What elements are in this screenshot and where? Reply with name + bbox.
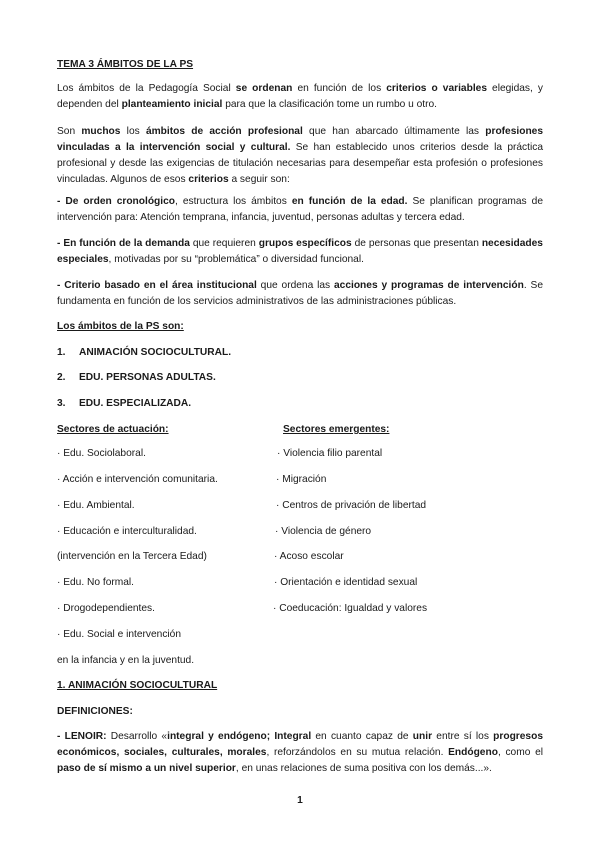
text-run: en función de la edad. xyxy=(291,196,408,207)
sector-actuacion-item: · Edu. Sociolaboral. xyxy=(57,448,146,459)
text-run: necesidades especiales xyxy=(57,238,543,265)
ambito-item xyxy=(57,370,543,386)
text-run: para que la clasificación tome un rumbo u otro. xyxy=(222,99,437,110)
text-run: De orden cronológico xyxy=(65,196,175,207)
sector-actuacion-item: · Acción e intervención comunitaria. xyxy=(57,474,218,485)
text-run: Se han establecido unos criterios desde la práctica profesional y desde las exigencias de titulación necesarias para desempeñar esta profesión o profesiones vinculadas. Algunos de esos xyxy=(57,142,543,185)
sector-actuacion-item: · Drogodependientes. xyxy=(57,603,155,614)
text-run: profesiones vinculadas a la intervención social y cultural. xyxy=(57,126,543,153)
text-run: - xyxy=(57,731,65,742)
text-run: que han abarcado últimamente las xyxy=(302,126,486,137)
text-run: , como el xyxy=(497,747,544,758)
text-run: que ordena las xyxy=(256,280,334,291)
text-run: criterios o variables xyxy=(386,83,487,94)
text-run: Desarrollo « xyxy=(106,731,168,742)
text-run: de personas que presentan xyxy=(351,238,482,249)
sector-emergente-item: · Centros de privación de libertad xyxy=(276,500,427,511)
list-label: ANIMACIÓN SOCIOCULTURAL. xyxy=(79,347,232,358)
text-run: unir xyxy=(412,731,433,742)
text-run: progresos económicos, sociales, culturales, morales xyxy=(57,731,543,758)
text-run: Los ámbitos de la Pedagogía Social xyxy=(57,83,236,94)
page-number: 1 xyxy=(297,795,303,806)
text-run: en cuanto capaz de xyxy=(311,731,413,742)
text-run: - xyxy=(57,238,64,249)
page-title: TEMA 3 ÁMBITOS DE LA PS xyxy=(57,59,194,70)
text-run: se ordenan xyxy=(235,83,293,94)
sectores-actuacion-heading: Sectores de actuación: xyxy=(57,424,169,435)
definiciones-heading: DEFINICIONES: xyxy=(57,706,133,717)
text-run: entre sí los xyxy=(432,731,494,742)
sectores-emergentes-heading: Sectores emergentes: xyxy=(283,424,390,435)
sector-emergente-item: · Migración xyxy=(276,474,327,485)
text-run: integral y endógeno; Integral xyxy=(167,731,312,742)
text-run: - xyxy=(57,196,66,207)
text-run: a seguir son: xyxy=(228,174,290,185)
text-run: criterios xyxy=(188,174,229,185)
ambito-item xyxy=(57,396,543,412)
sector-actuacion-item: · Edu. Ambiental. xyxy=(57,500,135,511)
text-run: , en unas relaciones de suma positiva con los demás...». xyxy=(235,763,492,774)
text-run: . Se fundamenta en función de los servicios administrativos de las administraciones públicas. xyxy=(57,280,543,307)
criterion-institucional xyxy=(57,278,543,310)
sector-actuacion-item: · Edu. No formal. xyxy=(57,577,134,588)
criterion-demanda xyxy=(57,236,543,268)
text-run: Criterio basado en el área institucional xyxy=(64,280,257,291)
text-run: , reforzándolos en su mutua relación. xyxy=(266,747,449,758)
text-run: que requieren xyxy=(189,238,259,249)
text-run: - xyxy=(57,280,65,291)
text-run: ámbitos de acción profesional xyxy=(145,126,303,137)
list-label: EDU. PERSONAS ADULTAS. xyxy=(79,372,216,383)
text-run: , motivadas por su “problemática” o diversidad funcional. xyxy=(108,254,364,265)
sector-actuacion-item: · Edu. Social e intervención xyxy=(57,629,182,640)
sector-emergente-item: · Violencia filio parental xyxy=(277,448,383,459)
sector-emergente-item: · Coeducación: Igualdad y valores xyxy=(273,603,428,614)
text-run: muchos xyxy=(81,126,121,137)
text-run: En función de la demanda xyxy=(63,238,190,249)
sector-actuacion-item: (intervención en la Tercera Edad) xyxy=(57,551,207,562)
sector-actuacion-item: · Educación e interculturalidad. xyxy=(57,526,197,537)
list-number: 3. xyxy=(57,398,66,409)
text-run: acciones y programas de intervención xyxy=(334,280,524,291)
list-label: EDU. ESPECIALIZADA. xyxy=(79,398,192,409)
list-number: 1. xyxy=(57,347,66,358)
ambito-item xyxy=(57,345,543,361)
criterion-cronologico xyxy=(57,194,543,226)
text-run: en función de los xyxy=(292,83,387,94)
text-run: LENOIR: xyxy=(64,731,107,742)
text-run: paso de sí mismo a un nivel superior xyxy=(57,763,236,774)
sector-emergente-item: · Acoso escolar xyxy=(274,551,344,562)
text-run: Se planifican programas de intervención para: Atención temprana, infancia, juventud, personas adultas y tercera edad. xyxy=(57,196,543,223)
sector-emergente-item: · Violencia de género xyxy=(275,526,372,537)
text-run: los xyxy=(120,126,146,137)
section-heading: 1. ANIMACIÓN SOCIOCULTURAL xyxy=(57,680,218,691)
text-run: Endógeno xyxy=(448,747,498,758)
text-run: Son xyxy=(57,126,82,137)
ambitos-heading: Los ámbitos de la PS son: xyxy=(57,321,184,332)
sector-emergente-item: · Orientación e identidad sexual xyxy=(274,577,418,588)
text-run: elegidas, y dependen del xyxy=(57,83,543,110)
list-number: 2. xyxy=(57,372,66,383)
text-run: , estructura los ámbitos xyxy=(175,196,292,207)
sector-actuacion-item: en la infancia y en la juventud. xyxy=(57,655,195,666)
definition-lenoir xyxy=(57,729,543,777)
text-run: planteamiento inicial xyxy=(121,99,223,110)
intro-paragraph-1 xyxy=(57,81,543,113)
text-run: grupos específicos xyxy=(258,238,352,249)
intro-paragraph-2 xyxy=(57,124,543,188)
